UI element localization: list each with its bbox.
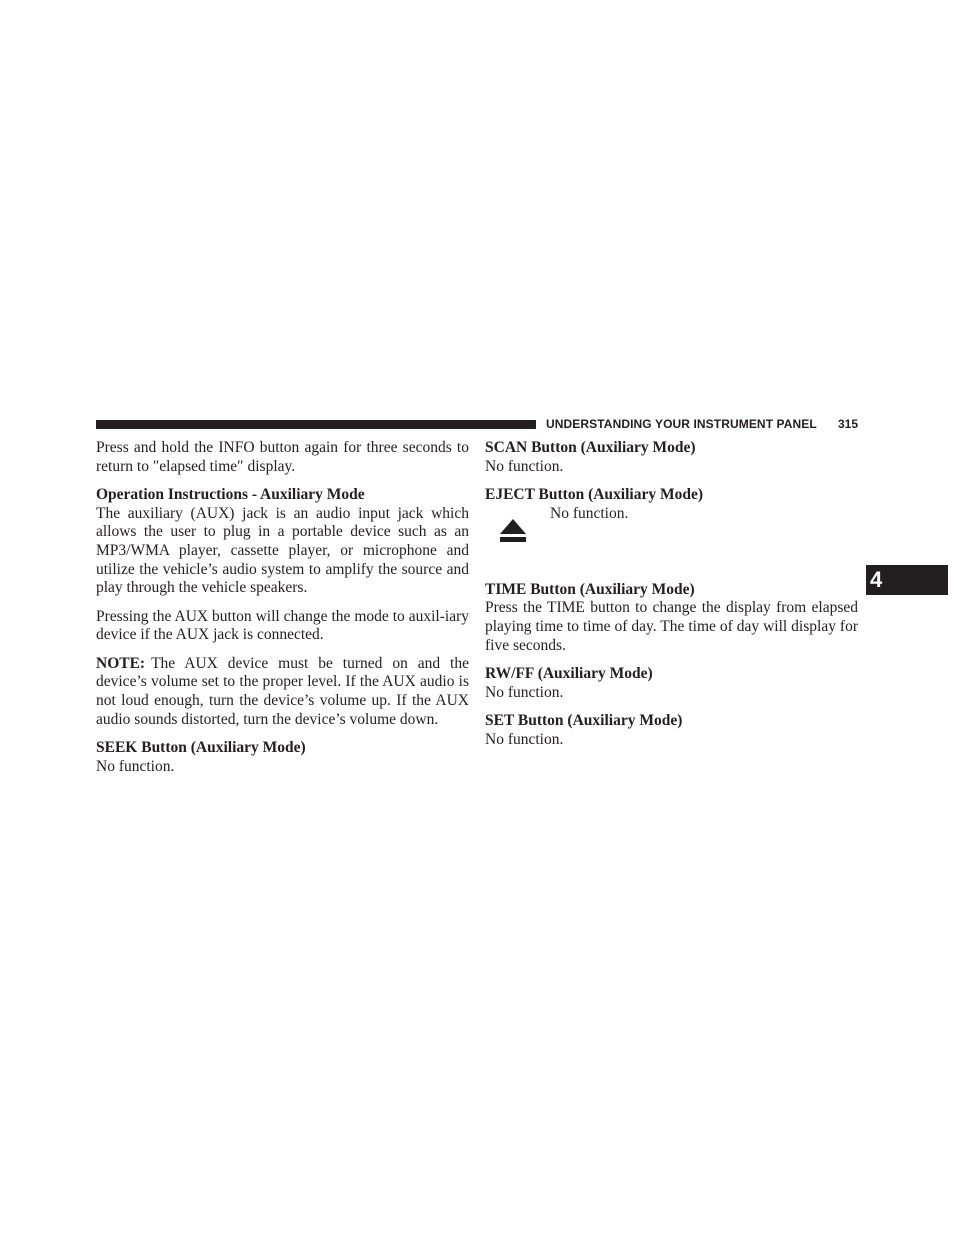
aux-paragraph: Pressing the AUX button will change the mode to auxil-iary device if the AUX jack is connected.: [96, 607, 469, 644]
chapter-tab: 4: [866, 565, 948, 595]
running-header: UNDERSTANDING YOUR INSTRUMENT PANEL: [546, 417, 817, 431]
operation-heading: Operation Instructions - Auxiliary Mode: [96, 485, 365, 503]
rwff-heading: RW/FF (Auxiliary Mode): [485, 664, 653, 682]
eject-paragraph: No function.: [550, 504, 629, 522]
set-heading: SET Button (Auxiliary Mode): [485, 711, 683, 729]
seek-heading: SEEK Button (Auxiliary Mode): [96, 738, 306, 756]
time-paragraph: Press the TIME button to change the display from elapsed playing time to time of day. The time of day will display for five seconds.: [485, 599, 858, 654]
note-text: The AUX device must be turned on and the device’s volume set to the proper level. If the AUX audio is not loud enough, turn the device’s volume up. If the AUX audio sounds distorted, turn the device’s volume down.: [96, 654, 469, 728]
seek-paragraph: No function.: [96, 757, 175, 775]
scan-paragraph: No function.: [485, 457, 564, 475]
eject-row: [485, 505, 858, 581]
operation-paragraph: The auxiliary (AUX) jack is an audio input jack which allows the user to plug in a portable device such as an MP3/WMA player, cassette player, or microphone and utilize the vehicle’s audio system to amplify the source and play through the vehicle speakers.: [96, 504, 469, 597]
note-paragraph: [96, 655, 469, 730]
set-paragraph: No function.: [485, 730, 564, 748]
note-label: NOTE:: [96, 654, 146, 672]
intro-paragraph: Press and hold the INFO button again for three seconds to return to ″elapsed time″ display.: [96, 439, 469, 475]
eject-heading: EJECT Button (Auxiliary Mode): [485, 485, 704, 503]
eject-icon: [500, 519, 526, 543]
page-number: 315: [838, 417, 859, 431]
header-rule: [96, 420, 536, 429]
right-column: [485, 439, 858, 759]
time-heading: TIME Button (Auxiliary Mode): [485, 580, 695, 598]
rwff-paragraph: No function.: [485, 683, 564, 701]
scan-heading: SCAN Button (Auxiliary Mode): [485, 439, 696, 456]
left-column: [96, 439, 469, 786]
